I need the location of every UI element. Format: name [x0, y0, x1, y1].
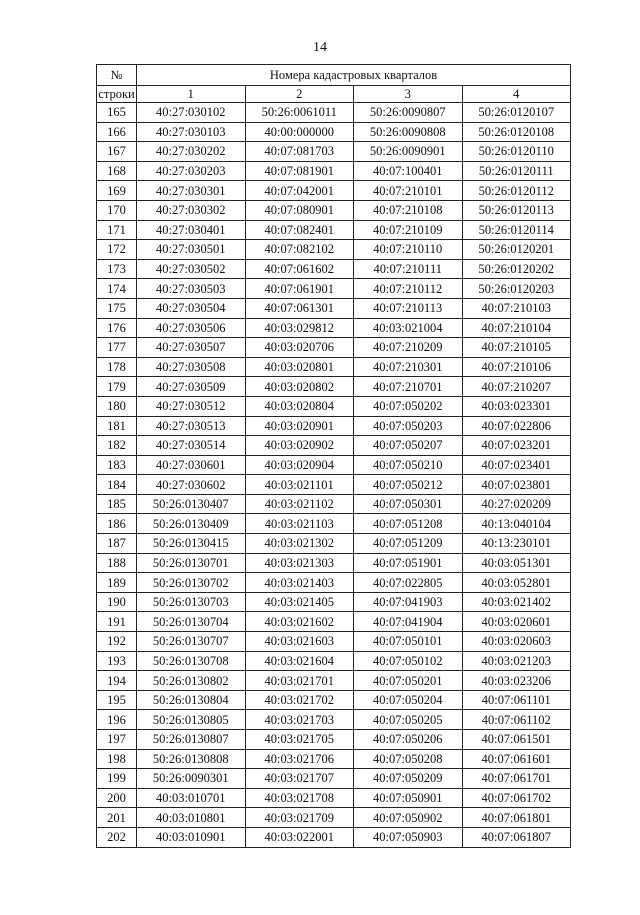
quarter-col-2-cell: 40:07:042001 [245, 181, 354, 201]
quarter-col-1-cell: 50:26:0130802 [137, 671, 246, 691]
row-number-cell: 196 [97, 710, 137, 730]
quarter-col-1-cell: 40:27:030504 [137, 298, 246, 318]
table-row [97, 436, 571, 456]
quarter-col-4-cell: 50:26:0120202 [462, 259, 571, 279]
quarter-col-1-cell: 50:26:0130701 [137, 553, 246, 573]
table-row [97, 357, 571, 377]
quarter-col-2-cell: 40:03:021103 [245, 514, 354, 534]
table-row [97, 690, 571, 710]
row-number-cell: 173 [97, 259, 137, 279]
quarter-col-4-cell: 50:26:0120111 [462, 161, 571, 181]
quarter-col-3-cell: 40:07:050101 [354, 632, 463, 652]
quarter-col-4-cell: 40:07:061102 [462, 710, 571, 730]
quarter-col-4-cell: 40:07:061801 [462, 808, 571, 828]
table-row [97, 573, 571, 593]
quarter-col-3-cell: 40:07:051901 [354, 553, 463, 573]
quarter-col-3-cell: 40:07:210112 [354, 279, 463, 299]
row-number-cell: 197 [97, 730, 137, 750]
quarter-col-1-cell: 40:27:030512 [137, 396, 246, 416]
quarter-col-1-cell: 50:26:0130702 [137, 573, 246, 593]
quarter-col-3-cell: 40:07:041903 [354, 592, 463, 612]
row-number-cell: 191 [97, 612, 137, 632]
quarter-col-1-cell: 50:26:0130708 [137, 651, 246, 671]
quarter-col-3-cell: 40:07:050901 [354, 788, 463, 808]
table-row [97, 612, 571, 632]
quarter-col-3-cell: 40:07:100401 [354, 161, 463, 181]
row-number-cell: 195 [97, 690, 137, 710]
table-row [97, 455, 571, 475]
table-row [97, 142, 571, 162]
quarter-col-4-cell: 40:07:210103 [462, 298, 571, 318]
quarter-col-3-cell: 40:07:050204 [354, 690, 463, 710]
quarter-col-2-cell: 40:03:021707 [245, 769, 354, 789]
table-row [97, 632, 571, 652]
table-row [97, 475, 571, 495]
quarter-col-3-cell: 40:07:210108 [354, 200, 463, 220]
row-number-cell: 188 [97, 553, 137, 573]
group-title-header: Номера кадастровых кварталов [137, 65, 571, 86]
quarter-col-1-cell: 40:27:030501 [137, 240, 246, 260]
quarter-col-2-cell: 40:03:020706 [245, 338, 354, 358]
quarter-col-3-cell: 50:26:0090901 [354, 142, 463, 162]
quarter-col-2-cell: 40:03:021701 [245, 671, 354, 691]
quarter-col-1-cell: 40:27:030203 [137, 161, 246, 181]
table-row [97, 338, 571, 358]
quarter-col-4-cell: 50:26:0120203 [462, 279, 571, 299]
quarter-col-2-cell: 40:03:021706 [245, 749, 354, 769]
quarter-col-3-cell: 40:07:050203 [354, 416, 463, 436]
quarter-col-1-cell: 40:03:010801 [137, 808, 246, 828]
quarter-col-1-cell: 40:27:030508 [137, 357, 246, 377]
quarter-col-4-cell: 40:07:210106 [462, 357, 571, 377]
quarter-col-3-cell: 40:07:050902 [354, 808, 463, 828]
quarter-col-4-cell: 40:07:023201 [462, 436, 571, 456]
quarter-col-1-cell: 40:27:030514 [137, 436, 246, 456]
row-number-cell: 186 [97, 514, 137, 534]
quarter-col-2-cell: 40:03:021405 [245, 592, 354, 612]
quarter-col-1-cell: 50:26:0130407 [137, 494, 246, 514]
quarter-col-2-cell: 40:03:021101 [245, 475, 354, 495]
quarter-col-4-cell: 40:27:020209 [462, 494, 571, 514]
quarter-col-1-cell: 50:26:0130704 [137, 612, 246, 632]
quarter-col-2-cell: 40:07:061901 [245, 279, 354, 299]
quarter-col-2-cell: 40:07:061301 [245, 298, 354, 318]
quarter-col-3-cell: 40:07:051209 [354, 534, 463, 554]
table-row [97, 259, 571, 279]
quarter-col-2-cell: 40:03:021603 [245, 632, 354, 652]
quarter-col-3-cell: 40:07:050202 [354, 396, 463, 416]
quarter-col-4-cell: 50:26:0120114 [462, 220, 571, 240]
quarter-col-2-cell: 40:03:020802 [245, 377, 354, 397]
quarter-col-1-cell: 50:26:0130415 [137, 534, 246, 554]
quarter-col-3-cell: 40:07:050102 [354, 651, 463, 671]
table-row [97, 514, 571, 534]
quarter-col-3-cell: 40:07:050210 [354, 455, 463, 475]
table-row [97, 200, 571, 220]
quarter-col-1-cell: 40:27:030502 [137, 259, 246, 279]
row-number-cell: 189 [97, 573, 137, 593]
quarter-col-2-cell: 40:03:021303 [245, 553, 354, 573]
quarter-col-3-cell: 40:07:210101 [354, 181, 463, 201]
column-header-3: 3 [354, 86, 463, 103]
quarter-col-4-cell: 40:07:210207 [462, 377, 571, 397]
quarter-col-4-cell: 50:26:0120201 [462, 240, 571, 260]
quarter-col-1-cell: 40:27:030102 [137, 103, 246, 123]
row-number-cell: 194 [97, 671, 137, 691]
quarter-col-1-cell: 40:27:030513 [137, 416, 246, 436]
row-number-cell: 198 [97, 749, 137, 769]
quarter-col-2-cell: 50:26:0061011 [245, 103, 354, 123]
quarter-col-1-cell: 40:27:030301 [137, 181, 246, 201]
quarter-col-1-cell: 40:27:030509 [137, 377, 246, 397]
quarter-col-2-cell: 40:03:029812 [245, 318, 354, 338]
row-number-header-bottom: строки [98, 86, 135, 101]
quarter-col-4-cell: 40:03:051301 [462, 553, 571, 573]
quarter-col-1-cell: 50:26:0130703 [137, 592, 246, 612]
row-number-cell: 187 [97, 534, 137, 554]
quarter-col-2-cell: 40:03:020801 [245, 357, 354, 377]
quarter-col-1-cell: 40:27:030503 [137, 279, 246, 299]
quarter-col-3-cell: 40:03:021004 [354, 318, 463, 338]
quarter-col-1-cell: 50:26:0130805 [137, 710, 246, 730]
quarter-col-4-cell: 40:07:061702 [462, 788, 571, 808]
quarter-col-1-cell: 40:03:010901 [137, 827, 246, 847]
quarter-col-2-cell: 40:03:022001 [245, 827, 354, 847]
quarter-col-2-cell: 40:00:000000 [245, 122, 354, 142]
quarter-col-2-cell: 40:07:081901 [245, 161, 354, 181]
row-number-cell: 190 [97, 592, 137, 612]
quarter-col-3-cell: 40:07:041904 [354, 612, 463, 632]
row-number-cell: 193 [97, 651, 137, 671]
quarter-col-2-cell: 40:07:081703 [245, 142, 354, 162]
quarter-col-4-cell: 40:07:061701 [462, 769, 571, 789]
quarter-col-3-cell: 40:07:050206 [354, 730, 463, 750]
quarter-col-2-cell: 40:03:020902 [245, 436, 354, 456]
quarter-col-2-cell: 40:03:021708 [245, 788, 354, 808]
quarter-col-4-cell: 40:07:061501 [462, 730, 571, 750]
quarter-col-3-cell: 40:07:050208 [354, 749, 463, 769]
quarter-col-4-cell: 40:03:021402 [462, 592, 571, 612]
quarter-col-4-cell: 50:26:0120107 [462, 103, 571, 123]
quarter-col-4-cell: 40:07:023801 [462, 475, 571, 495]
row-number-cell: 182 [97, 436, 137, 456]
row-number-cell: 178 [97, 357, 137, 377]
row-number-cell: 184 [97, 475, 137, 495]
quarter-col-4-cell: 40:03:023206 [462, 671, 571, 691]
table-row [97, 788, 571, 808]
table-row [97, 730, 571, 750]
table-row [97, 298, 571, 318]
quarter-col-3-cell: 40:07:050207 [354, 436, 463, 456]
quarter-col-4-cell: 40:03:023301 [462, 396, 571, 416]
quarter-col-1-cell: 40:27:030506 [137, 318, 246, 338]
quarter-col-3-cell: 40:07:210209 [354, 338, 463, 358]
row-number-cell: 177 [97, 338, 137, 358]
row-number-cell: 185 [97, 494, 137, 514]
quarter-col-3-cell: 40:07:210301 [354, 357, 463, 377]
row-number-cell: 179 [97, 377, 137, 397]
table-row [97, 279, 571, 299]
row-number-cell: 166 [97, 122, 137, 142]
page-number: 14 [313, 40, 327, 55]
table-row [97, 651, 571, 671]
table-body [97, 103, 571, 848]
quarter-col-4-cell: 40:07:022806 [462, 416, 571, 436]
row-number-cell: 200 [97, 788, 137, 808]
quarter-col-2-cell: 40:03:021102 [245, 494, 354, 514]
row-number-header-top: № [97, 65, 137, 86]
row-number-cell: 183 [97, 455, 137, 475]
quarter-col-1-cell: 40:27:030507 [137, 338, 246, 358]
cadastral-quarters-table [96, 64, 571, 848]
quarter-col-3-cell: 40:07:050205 [354, 710, 463, 730]
quarter-col-3-cell: 40:07:022805 [354, 573, 463, 593]
quarter-col-2-cell: 40:03:021602 [245, 612, 354, 632]
quarter-col-4-cell: 50:26:0120112 [462, 181, 571, 201]
quarter-col-2-cell: 40:03:020904 [245, 455, 354, 475]
quarter-col-4-cell: 40:03:020603 [462, 632, 571, 652]
table-row [97, 103, 571, 123]
quarter-col-4-cell: 50:26:0120113 [462, 200, 571, 220]
quarter-col-3-cell: 40:07:210111 [354, 259, 463, 279]
quarter-col-4-cell: 40:07:061807 [462, 827, 571, 847]
quarter-col-4-cell: 40:07:023401 [462, 455, 571, 475]
quarter-col-1-cell: 50:26:0130707 [137, 632, 246, 652]
quarter-col-3-cell: 40:07:210701 [354, 377, 463, 397]
table-row [97, 749, 571, 769]
quarter-col-2-cell: 40:07:080901 [245, 200, 354, 220]
quarter-col-3-cell: 40:07:051208 [354, 514, 463, 534]
row-number-cell: 169 [97, 181, 137, 201]
quarter-col-3-cell: 40:07:210110 [354, 240, 463, 260]
quarter-col-3-cell: 40:07:210109 [354, 220, 463, 240]
row-number-cell: 170 [97, 200, 137, 220]
row-number-cell: 202 [97, 827, 137, 847]
quarter-col-1-cell: 40:03:010701 [137, 788, 246, 808]
table-row [97, 181, 571, 201]
quarter-col-4-cell: 40:03:052801 [462, 573, 571, 593]
row-number-cell: 199 [97, 769, 137, 789]
table-row [97, 827, 571, 847]
quarter-col-1-cell: 50:26:0130804 [137, 690, 246, 710]
quarter-col-4-cell: 40:07:210105 [462, 338, 571, 358]
table-row [97, 710, 571, 730]
quarter-col-3-cell: 40:07:050209 [354, 769, 463, 789]
quarter-col-4-cell: 40:07:061101 [462, 690, 571, 710]
quarter-col-1-cell: 50:26:0130807 [137, 730, 246, 750]
quarter-col-1-cell: 50:26:0130808 [137, 749, 246, 769]
quarter-col-2-cell: 40:07:082102 [245, 240, 354, 260]
quarter-col-4-cell: 40:13:230101 [462, 534, 571, 554]
quarter-col-4-cell: 50:26:0120108 [462, 122, 571, 142]
quarter-col-3-cell: 40:07:050903 [354, 827, 463, 847]
column-header-1: 1 [137, 86, 246, 103]
quarter-col-1-cell: 40:27:030302 [137, 200, 246, 220]
table-row [97, 592, 571, 612]
quarter-col-2-cell: 40:03:021702 [245, 690, 354, 710]
table-row [97, 220, 571, 240]
quarter-col-3-cell: 50:26:0090808 [354, 122, 463, 142]
table-row [97, 671, 571, 691]
quarter-col-2-cell: 40:03:021403 [245, 573, 354, 593]
quarter-col-2-cell: 40:03:021709 [245, 808, 354, 828]
quarter-col-1-cell: 40:27:030401 [137, 220, 246, 240]
quarter-col-2-cell: 40:03:021302 [245, 534, 354, 554]
table-row [97, 769, 571, 789]
row-number-cell: 201 [97, 808, 137, 828]
quarter-col-2-cell: 40:03:021703 [245, 710, 354, 730]
row-number-cell: 165 [97, 103, 137, 123]
row-number-cell: 180 [97, 396, 137, 416]
quarter-col-4-cell: 50:26:0120110 [462, 142, 571, 162]
quarter-col-4-cell: 40:07:061601 [462, 749, 571, 769]
quarter-col-2-cell: 40:03:020901 [245, 416, 354, 436]
row-number-cell: 181 [97, 416, 137, 436]
table-row [97, 534, 571, 554]
quarter-col-2-cell: 40:07:082401 [245, 220, 354, 240]
quarter-col-2-cell: 40:03:021604 [245, 651, 354, 671]
table-row [97, 553, 571, 573]
quarter-col-1-cell: 40:27:030103 [137, 122, 246, 142]
table-row [97, 416, 571, 436]
quarter-col-1-cell: 40:27:030602 [137, 475, 246, 495]
row-number-cell: 174 [97, 279, 137, 299]
table-row [97, 808, 571, 828]
quarter-col-2-cell: 40:03:020804 [245, 396, 354, 416]
quarter-col-1-cell: 50:26:0130409 [137, 514, 246, 534]
column-header-2: 2 [245, 86, 354, 103]
row-number-cell: 171 [97, 220, 137, 240]
row-number-cell: 167 [97, 142, 137, 162]
quarter-col-3-cell: 50:26:0090807 [354, 103, 463, 123]
quarter-col-1-cell: 40:27:030202 [137, 142, 246, 162]
quarter-col-2-cell: 40:03:021705 [245, 730, 354, 750]
quarter-col-1-cell: 50:26:0090301 [137, 769, 246, 789]
table-row [97, 494, 571, 514]
quarter-col-4-cell: 40:13:040104 [462, 514, 571, 534]
row-number-cell: 172 [97, 240, 137, 260]
quarter-col-3-cell: 40:07:050201 [354, 671, 463, 691]
row-number-cell: 192 [97, 632, 137, 652]
table-row [97, 396, 571, 416]
quarter-col-4-cell: 40:03:020601 [462, 612, 571, 632]
row-number-cell: 168 [97, 161, 137, 181]
quarter-col-3-cell: 40:07:050301 [354, 494, 463, 514]
table-row [97, 240, 571, 260]
table-row [97, 161, 571, 181]
column-header-4: 4 [462, 86, 571, 103]
quarter-col-3-cell: 40:07:050212 [354, 475, 463, 495]
row-number-cell: 175 [97, 298, 137, 318]
table-row [97, 318, 571, 338]
quarter-col-3-cell: 40:07:210113 [354, 298, 463, 318]
quarter-col-4-cell: 40:03:021203 [462, 651, 571, 671]
table-row [97, 377, 571, 397]
quarter-col-4-cell: 40:07:210104 [462, 318, 571, 338]
quarter-col-1-cell: 40:27:030601 [137, 455, 246, 475]
table-row [97, 122, 571, 142]
row-number-cell: 176 [97, 318, 137, 338]
quarter-col-2-cell: 40:07:061602 [245, 259, 354, 279]
